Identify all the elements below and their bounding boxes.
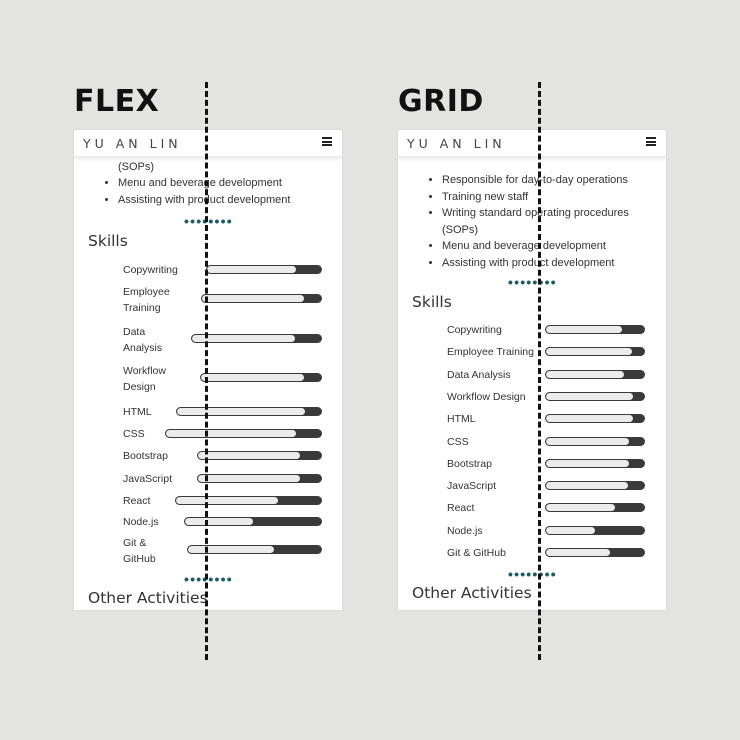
list-item: • Responsible for day-to-day operations bbox=[442, 172, 629, 189]
skill-progress-bar bbox=[165, 429, 322, 438]
flex-alignment-guide bbox=[205, 82, 208, 660]
flex-bullet-list bbox=[108, 175, 290, 208]
list-item: • Training new staff bbox=[442, 189, 629, 206]
list-item: • Menu and beverage development bbox=[118, 175, 290, 192]
skill-progress-bar bbox=[545, 481, 645, 490]
skill-label: JavaScript bbox=[123, 473, 173, 485]
flex-other-activities-heading: Other Activities bbox=[88, 589, 208, 607]
skill-progress-bar bbox=[545, 325, 645, 334]
skill-progress-fill bbox=[198, 475, 300, 482]
skill-label: Git & GitHub bbox=[123, 537, 156, 565]
skill-label: Employee Training bbox=[447, 346, 534, 359]
skill-label: Data Analysis bbox=[447, 368, 511, 381]
skill-label: Copywriting bbox=[447, 324, 502, 336]
skill-progress-fill bbox=[207, 266, 296, 273]
grid-alignment-guide bbox=[538, 82, 541, 660]
skill-progress-bar bbox=[545, 548, 645, 557]
skill-progress-fill bbox=[546, 504, 615, 511]
skill-label: Bootstrap bbox=[447, 457, 492, 470]
skill-label: Data Analysis bbox=[123, 326, 163, 354]
grid-label: GRID bbox=[398, 84, 484, 119]
skill-progress-fill bbox=[546, 460, 629, 467]
flex-phone-mockup bbox=[74, 130, 342, 610]
skill-label: React bbox=[123, 495, 151, 507]
skill-progress-fill bbox=[201, 374, 304, 381]
hamburger-menu-icon[interactable] bbox=[646, 137, 656, 146]
skill-progress-bar bbox=[197, 451, 322, 460]
skill-progress-fill bbox=[546, 527, 595, 534]
list-item: • Menu and beverage development bbox=[442, 238, 629, 255]
skill-progress-bar bbox=[197, 474, 322, 483]
hamburger-menu-icon[interactable] bbox=[322, 137, 332, 146]
skill-label: HTML bbox=[447, 413, 476, 426]
section-separator: •••••••• bbox=[184, 218, 233, 226]
skill-progress-bar bbox=[176, 407, 322, 416]
flex-label: FLEX bbox=[74, 84, 160, 119]
grid-skills-heading: Skills bbox=[412, 293, 452, 311]
skill-label: Bootstrap bbox=[123, 450, 168, 462]
skill-progress-bar bbox=[545, 370, 645, 379]
skill-progress-bar bbox=[200, 373, 322, 382]
skill-progress-fill bbox=[177, 408, 305, 415]
flex-brand[interactable]: YU AN LIN bbox=[83, 136, 182, 151]
skill-progress-fill bbox=[546, 438, 629, 445]
skill-progress-bar bbox=[175, 496, 322, 505]
list-item: • Assisting with product development bbox=[118, 192, 290, 209]
skill-progress-fill bbox=[546, 549, 610, 556]
section-separator: •••••••• bbox=[508, 279, 557, 287]
skill-progress-bar bbox=[545, 459, 645, 468]
list-item: • Assisting with product development bbox=[442, 255, 629, 272]
section-separator: •••••••• bbox=[508, 571, 557, 579]
flex-skills-heading: Skills bbox=[88, 232, 128, 250]
skill-label: Node.js bbox=[123, 516, 159, 528]
section-separator: •••••••• bbox=[184, 576, 233, 584]
grid-brand[interactable]: YU AN LIN bbox=[407, 136, 506, 151]
skill-progress-bar bbox=[191, 334, 322, 343]
skill-label: Git & GitHub bbox=[447, 547, 506, 559]
list-item: (SOPs) bbox=[442, 223, 479, 236]
skill-label: React bbox=[447, 502, 475, 515]
skill-label: Workflow Design bbox=[123, 365, 166, 393]
grid-bullet-list bbox=[432, 172, 629, 271]
skill-progress-fill bbox=[546, 415, 633, 422]
skill-progress-bar bbox=[545, 414, 645, 423]
flex-navbar bbox=[74, 130, 342, 158]
skill-progress-fill bbox=[202, 295, 304, 302]
grid-other-activities-heading: Other Activities bbox=[412, 584, 532, 602]
skill-progress-bar bbox=[545, 503, 645, 512]
skill-label: Copywriting bbox=[123, 264, 178, 276]
skill-label: Node.js bbox=[447, 524, 483, 537]
grid-navbar bbox=[398, 130, 666, 158]
flex-bullet-continuation: (SOPs) bbox=[118, 161, 155, 173]
skill-label: CSS bbox=[447, 435, 469, 448]
list-item: • Writing standard operating procedures bbox=[442, 205, 629, 222]
skill-progress-fill bbox=[188, 546, 274, 553]
skill-progress-fill bbox=[546, 348, 632, 355]
skill-progress-fill bbox=[546, 393, 633, 400]
skill-progress-bar bbox=[201, 294, 322, 303]
skill-progress-bar bbox=[545, 437, 645, 446]
skill-progress-fill bbox=[185, 518, 253, 525]
skill-progress-bar bbox=[545, 526, 645, 535]
skill-progress-fill bbox=[546, 326, 622, 333]
skill-label: JavaScript bbox=[447, 480, 497, 493]
skill-progress-fill bbox=[198, 452, 300, 459]
skill-label: HTML bbox=[123, 406, 152, 418]
skill-progress-bar bbox=[545, 392, 645, 401]
skill-progress-bar bbox=[545, 347, 645, 356]
skill-progress-fill bbox=[546, 371, 624, 378]
skill-progress-fill bbox=[176, 497, 278, 504]
skill-progress-bar bbox=[206, 265, 322, 274]
skill-progress-fill bbox=[166, 430, 296, 437]
grid-phone-mockup bbox=[398, 130, 666, 610]
skill-progress-fill bbox=[546, 482, 628, 489]
skill-label: CSS bbox=[123, 428, 145, 440]
skill-label: Employee Training bbox=[123, 286, 170, 314]
skill-label: Workflow Design bbox=[447, 390, 526, 403]
